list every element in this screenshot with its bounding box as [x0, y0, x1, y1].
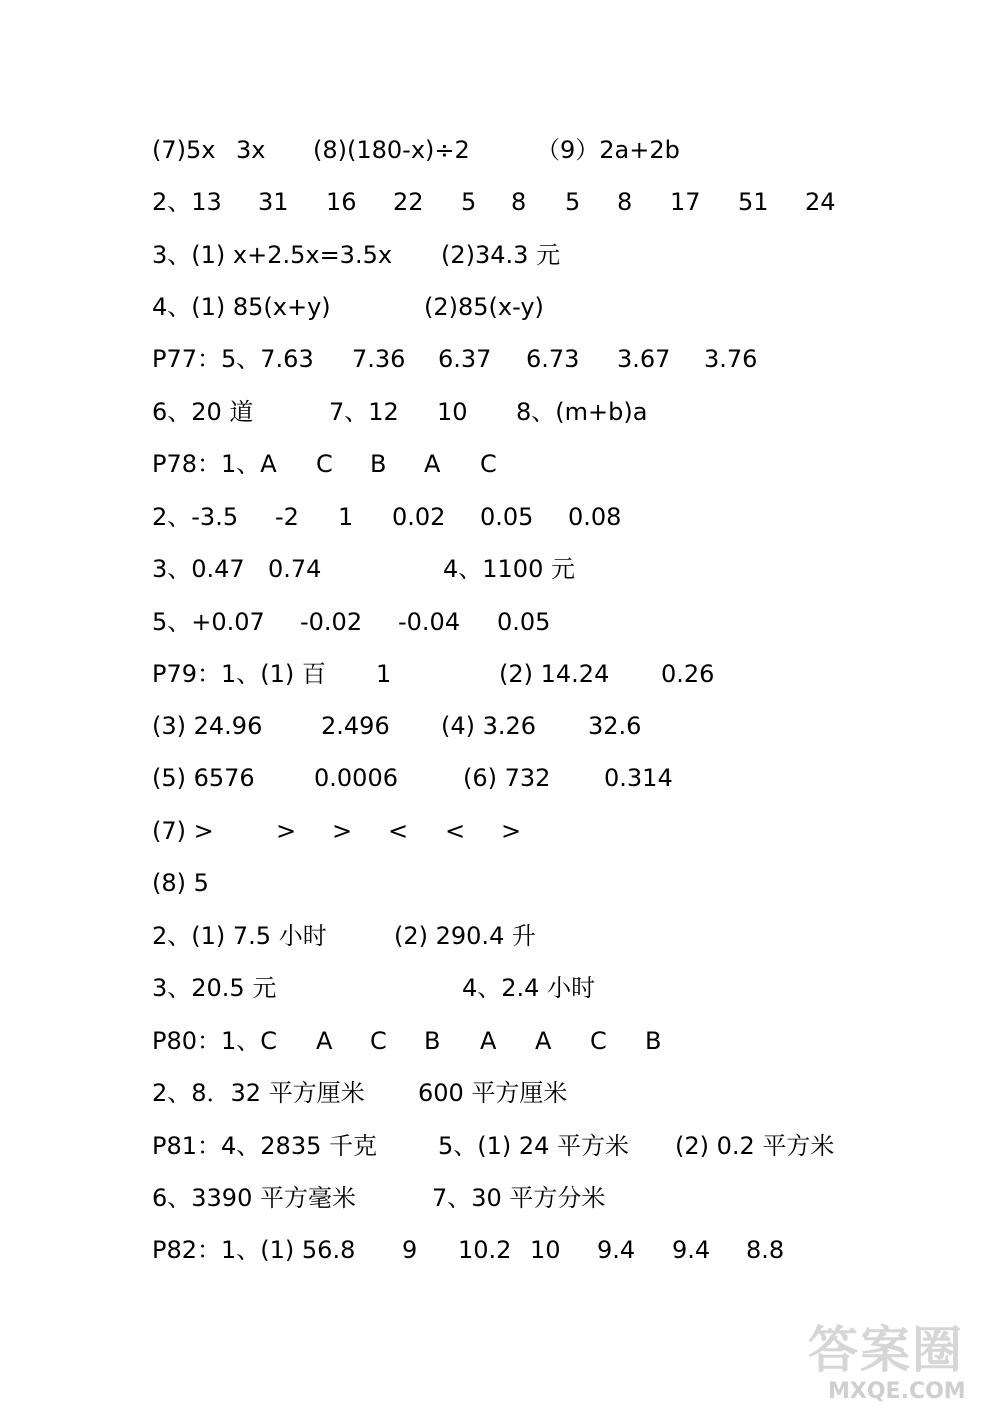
answer-segment: (2) 290.4 升: [394, 922, 536, 950]
answer-segment: A: [480, 1027, 497, 1055]
answer-segment: >: [501, 817, 522, 845]
answer-segment: (5) 6576: [152, 764, 255, 792]
answer-segment: 0.314: [604, 764, 673, 792]
answer-segment: 7、12: [329, 398, 399, 426]
answer-segment: C: [480, 450, 497, 478]
answer-segment: 5: [461, 188, 477, 216]
answer-segment: 0.05: [497, 608, 551, 636]
answer-segment: (2) 14.24: [499, 660, 610, 688]
answer-segment: 31: [258, 188, 289, 216]
answer-segment: 2、(1) 7.5 小时: [152, 922, 327, 950]
answer-segment: 6.73: [526, 345, 580, 373]
answer-segment: (7) >: [152, 817, 214, 845]
answer-segment: 3.67: [617, 345, 671, 373]
answer-segment: 1: [338, 503, 354, 531]
answer-segment: (8) 5: [152, 869, 209, 897]
answer-segment: P81：4、2835 千克: [152, 1132, 377, 1160]
answer-segment: -0.02: [300, 608, 363, 636]
answer-segment: P78：1、A: [152, 450, 277, 478]
answer-segment: 6、20 道: [152, 398, 254, 426]
answer-line: [0, 1126, 1000, 1166]
answer-line: [0, 287, 1000, 327]
answer-segment: (3) 24.96: [152, 712, 263, 740]
answer-segment: 8: [511, 188, 527, 216]
answer-segment: 600 平方厘米: [418, 1079, 568, 1107]
answer-line: [0, 497, 1000, 537]
answer-line: [0, 863, 1000, 903]
answer-segment: （9）2a+2b: [536, 136, 680, 164]
answer-segment: 7.36: [352, 345, 406, 373]
answer-segment: -0.04: [398, 608, 461, 636]
answer-line: [0, 602, 1000, 642]
answer-segment: 22: [393, 188, 424, 216]
answer-segment: 3、0.47: [152, 555, 245, 583]
answer-segment: 7、30 平方分米: [432, 1184, 606, 1212]
answer-segment: >: [276, 817, 297, 845]
answer-segment: 8.8: [746, 1236, 785, 1264]
answer-segment: (4) 3.26: [441, 712, 537, 740]
answer-segment: 8: [617, 188, 633, 216]
answer-segment: (2)34.3 元: [441, 241, 561, 269]
answer-segment: C: [590, 1027, 607, 1055]
answer-segment: 2、13: [152, 188, 222, 216]
answer-segment: (7)5x: [152, 136, 216, 164]
answer-segment: 9.4: [597, 1236, 636, 1264]
answer-segment: 2.496: [321, 712, 390, 740]
answer-segment: 32.6: [588, 712, 642, 740]
answer-segment: 10: [530, 1236, 561, 1264]
answer-line: [0, 392, 1000, 432]
answer-segment: 5: [565, 188, 581, 216]
answer-segment: 8、(m+b)a: [516, 398, 648, 426]
answer-line: [0, 811, 1000, 851]
watermark-logo: [808, 1322, 993, 1410]
answer-segment: 3.76: [704, 345, 758, 373]
answer-segment: 17: [670, 188, 701, 216]
answer-segment: 51: [738, 188, 769, 216]
answer-segment: 2、8．32 平方厘米: [152, 1079, 365, 1107]
answer-line: [0, 339, 1000, 379]
answer-segment: B: [645, 1027, 662, 1055]
answer-line: [0, 654, 1000, 694]
answer-segment: 9.4: [672, 1236, 711, 1264]
answer-segment: 4、1100 元: [443, 555, 575, 583]
answer-segment: 0.08: [568, 503, 622, 531]
answer-segment: 9: [402, 1236, 418, 1264]
watermark-text: 答案圈: [808, 1321, 964, 1379]
answer-segment: <: [388, 817, 409, 845]
answer-line: [0, 916, 1000, 956]
answer-segment: 16: [326, 188, 357, 216]
answer-segment: 0.0006: [314, 764, 398, 792]
answer-segment: (2) 0.2 平方米: [675, 1132, 835, 1160]
answer-segment: 24: [805, 188, 836, 216]
answer-segment: 10.2: [458, 1236, 512, 1264]
answer-segment: P80：1、C: [152, 1027, 278, 1055]
answer-line: [0, 706, 1000, 746]
answer-segment: 0.26: [661, 660, 715, 688]
answer-segment: 5、+0.07: [152, 608, 265, 636]
answer-segment: (2)85(x-y): [424, 293, 544, 321]
answer-segment: 10: [437, 398, 468, 426]
answer-line: [0, 1178, 1000, 1218]
answer-line: [0, 130, 1000, 170]
answer-segment: (8)(180-x)÷2: [313, 136, 470, 164]
answer-segment: C: [316, 450, 333, 478]
answer-segment: 0.05: [480, 503, 534, 531]
answer-segment: <: [445, 817, 466, 845]
answer-line: [0, 444, 1000, 484]
answer-line: [0, 1230, 1000, 1270]
answer-segment: 2、-3.5: [152, 503, 239, 531]
answer-line: [0, 758, 1000, 798]
answer-segment: 3、20.5 元: [152, 974, 277, 1002]
answer-segment: A: [535, 1027, 552, 1055]
answer-segment: 1: [376, 660, 392, 688]
answer-segment: >: [332, 817, 353, 845]
answer-segment: P82：1、(1) 56.8: [152, 1236, 356, 1264]
answer-segment: B: [370, 450, 387, 478]
answer-segment: A: [424, 450, 441, 478]
answer-line: [0, 182, 1000, 222]
answer-segment: 4、(1) 85(x+y): [152, 293, 331, 321]
answer-segment: 6、3390 平方毫米: [152, 1184, 356, 1212]
answer-segment: 4、2.4 小时: [462, 974, 596, 1002]
answer-line: [0, 235, 1000, 275]
answer-segment: P77：5、7.63: [152, 345, 314, 373]
answer-segment: -2: [275, 503, 299, 531]
answer-segment: 0.02: [392, 503, 446, 531]
answer-segment: 3x: [236, 136, 266, 164]
watermark-site: MXQE.COM: [828, 1379, 966, 1404]
answer-segment: 6.37: [438, 345, 492, 373]
answer-segment: (6) 732: [463, 764, 551, 792]
answer-segment: 3、(1) x+2.5x=3.5x: [152, 241, 393, 269]
answer-segment: B: [424, 1027, 441, 1055]
answer-segment: 0.74: [268, 555, 322, 583]
answer-line: [0, 1021, 1000, 1061]
answer-segment: 5、(1) 24 平方米: [438, 1132, 630, 1160]
answer-segment: A: [316, 1027, 333, 1055]
answer-segment: P79：1、(1) 百: [152, 660, 326, 688]
answer-line: [0, 549, 1000, 589]
answer-line: [0, 968, 1000, 1008]
answer-line: [0, 1073, 1000, 1113]
answer-segment: C: [370, 1027, 387, 1055]
